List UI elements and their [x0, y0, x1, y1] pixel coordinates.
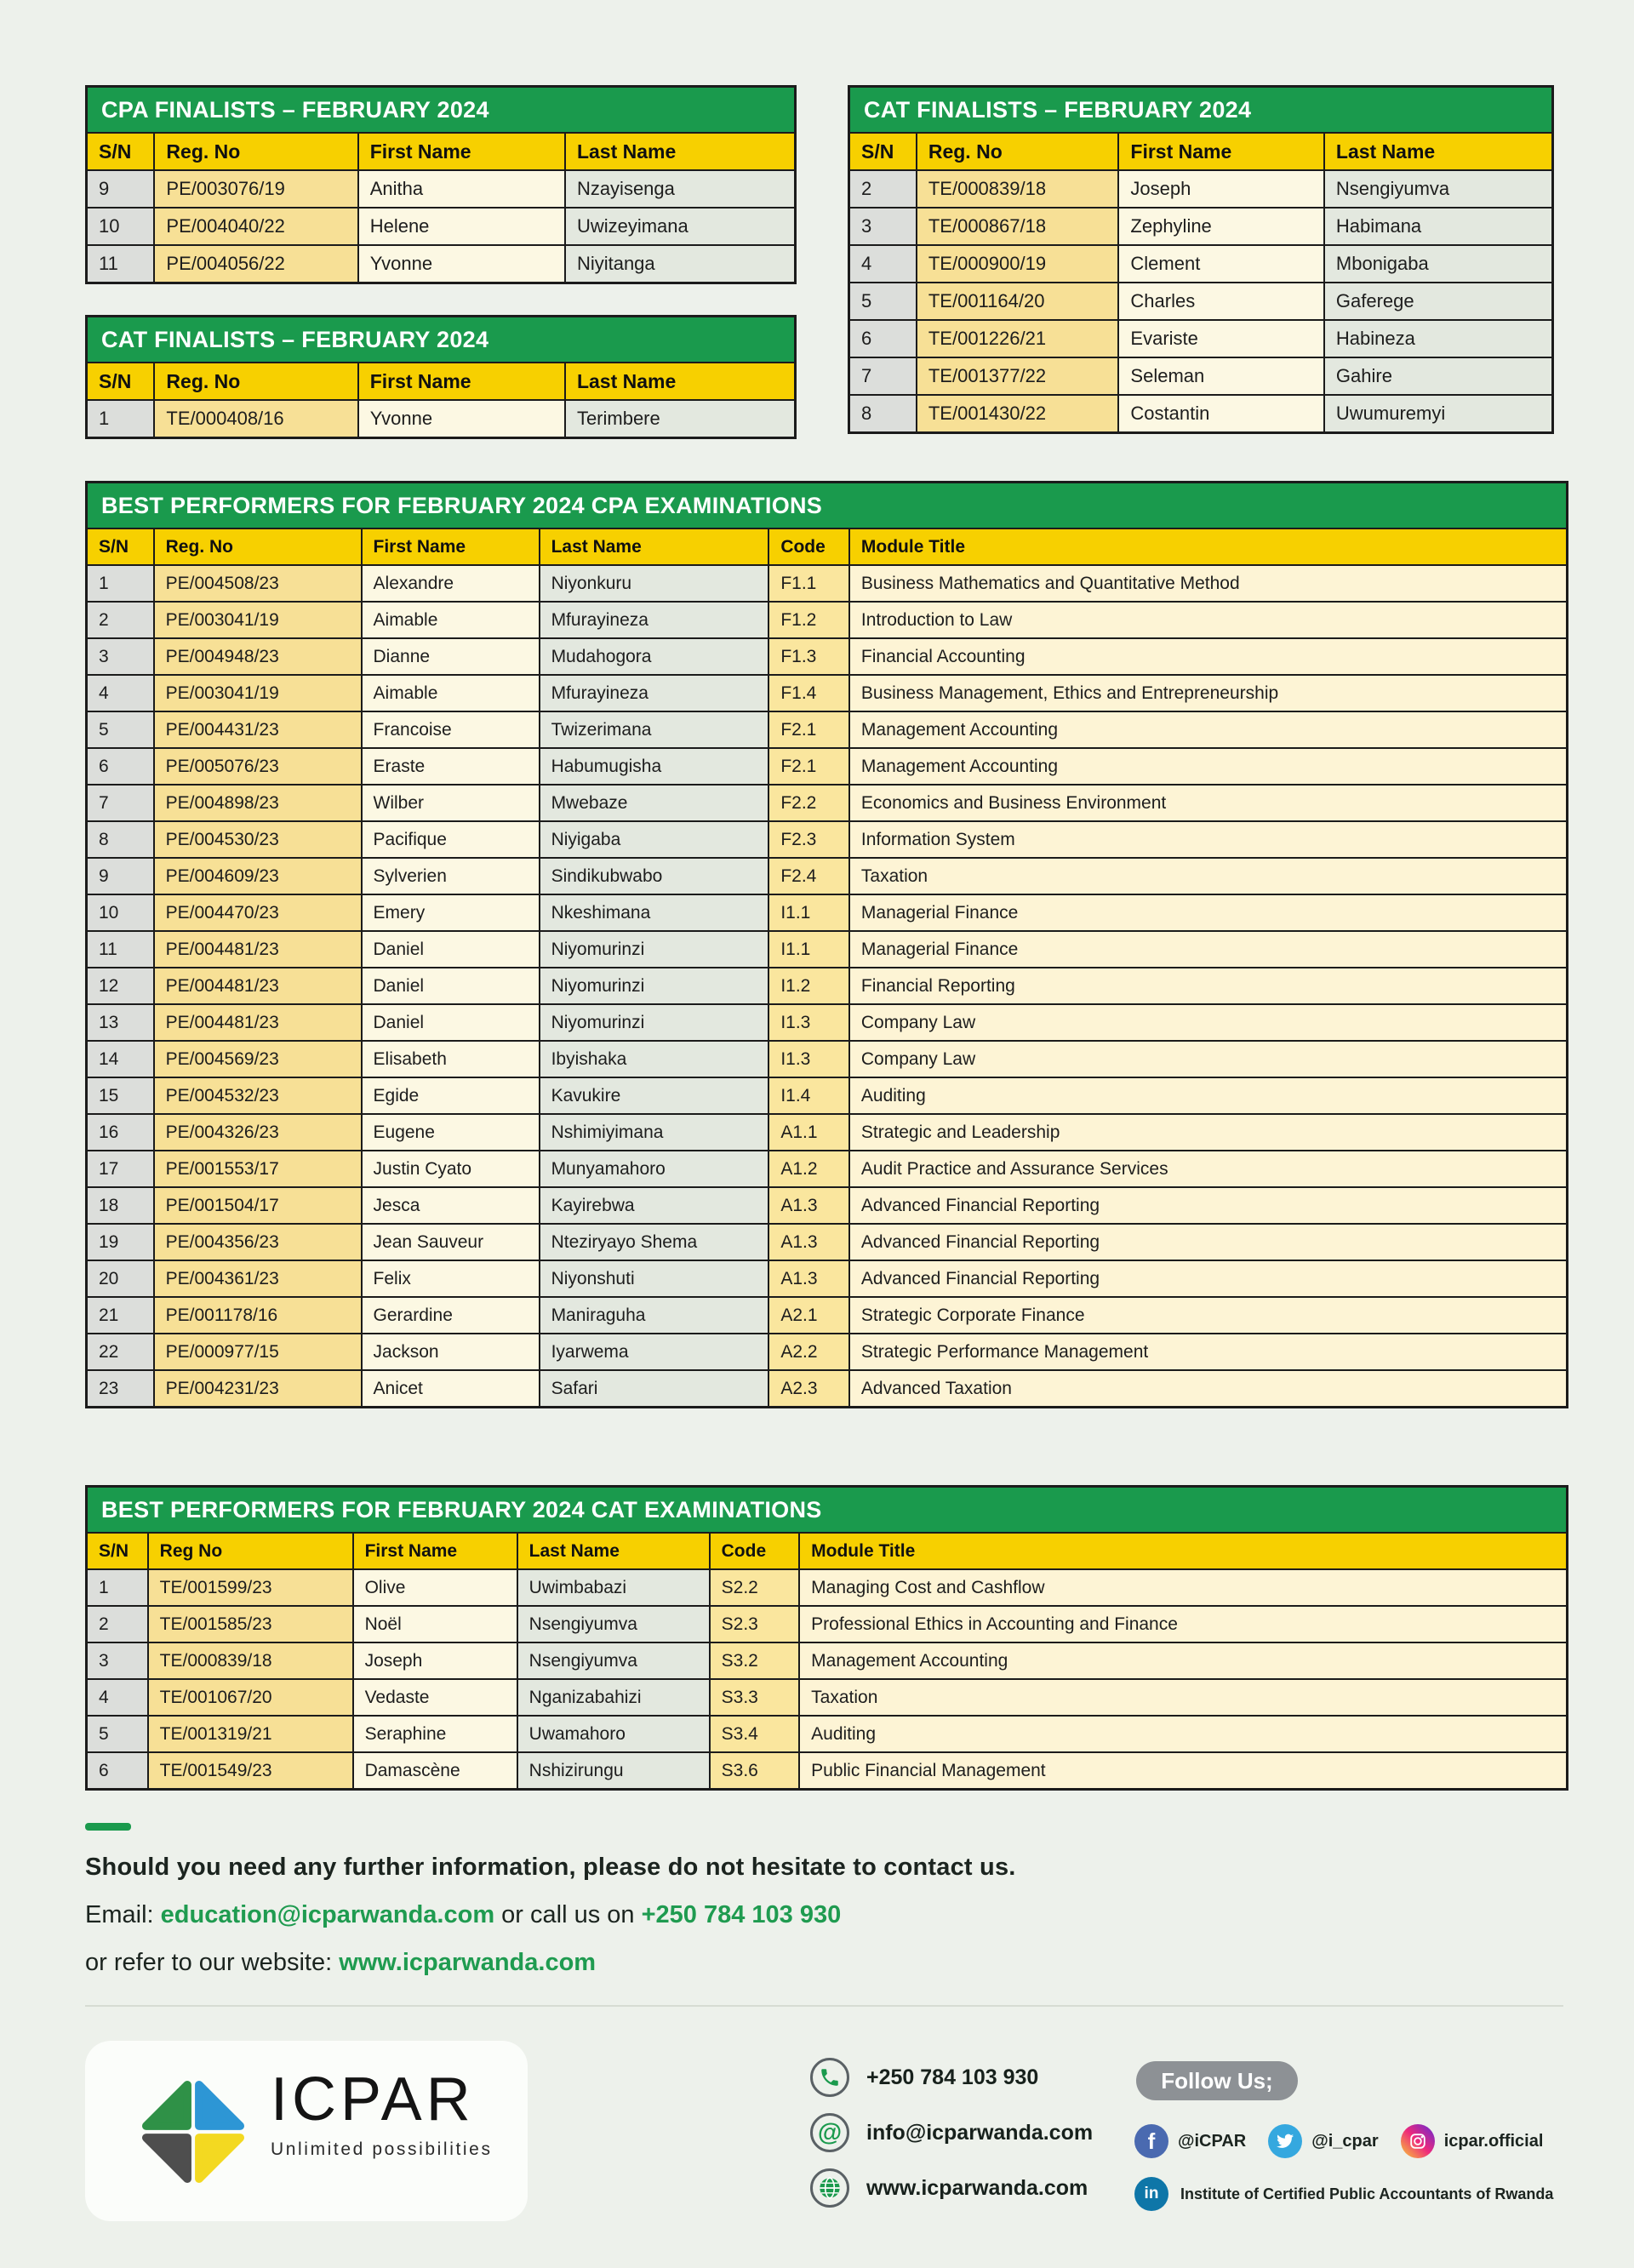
table-cell: Uwimbabazi	[518, 1570, 709, 1605]
footer-website-row	[810, 2168, 1093, 2208]
linkedin-row	[1134, 2177, 1553, 2211]
table-cell: Olive	[354, 1570, 517, 1605]
table-cell: I1.1	[769, 932, 848, 967]
table-cell: Terimbere	[566, 401, 794, 437]
table-cell: Strategic and Leadership	[850, 1115, 1566, 1150]
column-header: S/N	[88, 529, 153, 564]
at-icon	[810, 2113, 849, 2152]
footer-phone-row	[810, 2058, 1093, 2097]
table-cell: Aimable	[363, 603, 539, 637]
table-cell: Daniel	[363, 968, 539, 1003]
column-header: Last Name	[540, 529, 768, 564]
column-header: Reg. No	[917, 134, 1118, 169]
table-cell: Company Law	[850, 1042, 1566, 1077]
table-cell: PE/004508/23	[155, 566, 361, 601]
table-cell: 2	[850, 171, 916, 207]
twitter-handle: @i_cpar	[1311, 2131, 1379, 2151]
table-cell: Advanced Taxation	[850, 1371, 1566, 1406]
column-header: First Name	[1119, 134, 1323, 169]
table-cell: Noël	[354, 1607, 517, 1642]
social-links-row	[1134, 2124, 1543, 2158]
table-cell: Sindikubwabo	[540, 859, 768, 894]
footer-phone-number[interactable]: +250 784 103 930	[866, 2065, 1039, 2089]
table-cell: Eraste	[363, 749, 539, 784]
table-cell: F2.2	[769, 786, 848, 820]
logo-wordmark	[271, 2065, 493, 2160]
table-cell: Charles	[1119, 283, 1323, 319]
column-header: S/N	[850, 134, 916, 169]
logo-name: ICPAR	[271, 2065, 475, 2134]
table-cell: 16	[88, 1115, 153, 1150]
globe-icon	[810, 2168, 849, 2208]
table-cell: PE/004040/22	[155, 209, 357, 244]
facebook-handle: @iCPAR	[1178, 2131, 1247, 2151]
table-cell: A1.3	[769, 1188, 848, 1223]
table-cell: Wilber	[363, 786, 539, 820]
table-cell: PE/005076/23	[155, 749, 361, 784]
table-cell: Uwizeyimana	[566, 209, 794, 244]
table-cell: Information System	[850, 822, 1566, 857]
table-cell: A1.1	[769, 1115, 848, 1150]
table-grid	[88, 1532, 1566, 1788]
table-cell: 1	[88, 1570, 147, 1605]
cpa-finalists-table	[85, 85, 797, 284]
table-cell: Maniraguha	[540, 1298, 768, 1333]
contact-website-line	[85, 1949, 596, 1977]
column-header: Last Name	[566, 363, 794, 399]
table-cell: 12	[88, 968, 153, 1003]
table-cell: PE/004948/23	[155, 639, 361, 674]
table-cell: PE/004231/23	[155, 1371, 361, 1406]
column-header: First Name	[359, 363, 564, 399]
table-cell: S3.3	[711, 1680, 799, 1715]
contact-intro-text: Should you need any further information, please do not hesitate to contact us.	[85, 1854, 1016, 1881]
table-cell: TE/000839/18	[149, 1643, 352, 1678]
table-cell: A1.2	[769, 1151, 848, 1186]
table-cell: Mwebaze	[540, 786, 768, 820]
table-grid	[850, 132, 1551, 431]
footer-email-row	[810, 2113, 1093, 2152]
phone-link[interactable]: +250 784 103 930	[641, 1901, 842, 1928]
email-link[interactable]: education@icparwanda.com	[160, 1901, 495, 1928]
column-header: Reg. No	[155, 363, 357, 399]
table-cell: 14	[88, 1042, 153, 1077]
green-dash-accent	[85, 1823, 131, 1831]
table-cell: Joseph	[1119, 171, 1323, 207]
table-cell: 7	[88, 786, 153, 820]
column-header: First Name	[359, 134, 564, 169]
table-cell: Zephyline	[1119, 209, 1323, 244]
table-cell: Joseph	[354, 1643, 517, 1678]
phone-icon	[810, 2058, 849, 2097]
column-header: Module Title	[850, 529, 1566, 564]
column-header: Reg. No	[155, 529, 361, 564]
table-cell: PE/001178/16	[155, 1298, 361, 1333]
column-header: Last Name	[566, 134, 794, 169]
table-cell: I1.2	[769, 968, 848, 1003]
table-cell: 11	[88, 932, 153, 967]
table-cell: Vedaste	[354, 1680, 517, 1715]
column-header: S/N	[88, 363, 153, 399]
table-cell: S3.2	[711, 1643, 799, 1678]
table-cell: Kavukire	[540, 1078, 768, 1113]
instagram-link[interactable]	[1401, 2124, 1544, 2158]
table-cell: Gahire	[1325, 358, 1551, 394]
icpar-pinwheel-logo-icon	[134, 2073, 252, 2191]
table-cell: PE/004431/23	[155, 712, 361, 747]
table-cell: Mudahogora	[540, 639, 768, 674]
table-cell: 22	[88, 1334, 153, 1369]
table-cell: TE/001377/22	[917, 358, 1118, 394]
linkedin-name: Institute of Certified Public Accountants of Rwanda	[1180, 2185, 1554, 2202]
table-cell: Yvonne	[359, 246, 564, 282]
table-cell: 18	[88, 1188, 153, 1223]
table-cell: Yvonne	[359, 401, 564, 437]
table-cell: 8	[88, 822, 153, 857]
table-cell: Niyonkuru	[540, 566, 768, 601]
table-cell: F2.4	[769, 859, 848, 894]
table-cell: TE/001549/23	[149, 1753, 352, 1788]
table-cell: Nsengiyumva	[518, 1607, 709, 1642]
table-cell: Elisabeth	[363, 1042, 539, 1077]
table-cell: 10	[88, 895, 153, 930]
table-cell: Financial Accounting	[850, 639, 1566, 674]
call-us-text: or call us on	[494, 1901, 642, 1928]
table-cell: Seleman	[1119, 358, 1323, 394]
table-cell: Habumugisha	[540, 749, 768, 784]
website-link[interactable]: www.icparwanda.com	[339, 1949, 597, 1976]
table-title: BEST PERFORMERS FOR FEBRUARY 2024 CPA EXAMINATIONS	[88, 483, 1566, 528]
table-cell: PE/004326/23	[155, 1115, 361, 1150]
column-header: Reg No	[149, 1534, 352, 1568]
column-header: Module Title	[800, 1534, 1566, 1568]
table-cell: Gerardine	[363, 1298, 539, 1333]
table-cell: Audit Practice and Assurance Services	[850, 1151, 1566, 1186]
email-label: Email:	[85, 1901, 161, 1928]
table-cell: 9	[88, 859, 153, 894]
table-cell: I1.3	[769, 1005, 848, 1040]
table-cell: 6	[88, 1753, 147, 1788]
table-cell: Niyigaba	[540, 822, 768, 857]
table-cell: Niyitanga	[566, 246, 794, 282]
table-cell: 7	[850, 358, 916, 394]
table-cell: Management Accounting	[850, 712, 1566, 747]
column-header: Code	[711, 1534, 799, 1568]
table-cell: Managerial Finance	[850, 932, 1566, 967]
table-cell: Helene	[359, 209, 564, 244]
table-cell: Mfurayineza	[540, 676, 768, 711]
table-cell: 2	[88, 603, 153, 637]
logo-tagline: Unlimited possibilities	[271, 2139, 493, 2159]
table-cell: TE/001430/22	[917, 396, 1118, 431]
table-cell: F2.3	[769, 822, 848, 857]
table-cell: TE/001319/21	[149, 1717, 352, 1751]
table-cell: S2.3	[711, 1607, 799, 1642]
table-cell: TE/000408/16	[155, 401, 357, 437]
table-cell: Eugene	[363, 1115, 539, 1150]
table-cell: Auditing	[850, 1078, 1566, 1113]
table-cell: A2.1	[769, 1298, 848, 1333]
table-cell: S2.2	[711, 1570, 799, 1605]
table-cell: Uwamahoro	[518, 1717, 709, 1751]
cat-finalists-table-right	[848, 85, 1554, 434]
table-cell: PE/004361/23	[155, 1261, 361, 1296]
table-cell: Francoise	[363, 712, 539, 747]
table-cell: 1	[88, 566, 153, 601]
table-cell: I1.3	[769, 1042, 848, 1077]
table-cell: Nsengiyumva	[518, 1643, 709, 1678]
table-cell: TE/000900/19	[917, 246, 1118, 282]
table-cell: Nsengiyumva	[1325, 171, 1551, 207]
table-cell: 20	[88, 1261, 153, 1296]
table-cell: Economics and Business Environment	[850, 786, 1566, 820]
table-cell: Taxation	[850, 859, 1566, 894]
table-cell: Emery	[363, 895, 539, 930]
table-cell: Seraphine	[354, 1717, 517, 1751]
table-cell: Advanced Financial Reporting	[850, 1225, 1566, 1260]
table-cell: Anicet	[363, 1371, 539, 1406]
table-title: CPA FINALISTS – FEBRUARY 2024	[88, 88, 794, 132]
table-cell: Nganizabahizi	[518, 1680, 709, 1715]
table-grid	[88, 362, 794, 437]
table-cell: A2.2	[769, 1334, 848, 1369]
table-cell: PE/003041/19	[155, 676, 361, 711]
table-cell: 2	[88, 1607, 147, 1642]
horizontal-divider	[85, 2005, 1563, 2007]
table-cell: Niyomurinzi	[540, 968, 768, 1003]
table-cell: Daniel	[363, 1005, 539, 1040]
table-cell: 4	[88, 676, 153, 711]
table-cell: TE/001226/21	[917, 321, 1118, 357]
table-cell: Nteziryayo Shema	[540, 1225, 768, 1260]
table-cell: Costantin	[1119, 396, 1323, 431]
table-cell: 3	[850, 209, 916, 244]
table-cell: Managerial Finance	[850, 895, 1566, 930]
twitter-link[interactable]	[1268, 2124, 1378, 2158]
footer-contact-list	[810, 2058, 1093, 2208]
table-cell: 3	[88, 639, 153, 674]
table-cell: Nkeshimana	[540, 895, 768, 930]
table-cell: PE/004569/23	[155, 1042, 361, 1077]
table-cell: Niyonshuti	[540, 1261, 768, 1296]
table-cell: Habineza	[1325, 321, 1551, 357]
table-cell: 9	[88, 171, 153, 207]
table-cell: PE/004470/23	[155, 895, 361, 930]
table-cell: F1.3	[769, 639, 848, 674]
table-cell: Damascène	[354, 1753, 517, 1788]
table-cell: S3.6	[711, 1753, 799, 1788]
facebook-link[interactable]	[1134, 2124, 1246, 2158]
icpar-logo-card	[85, 2041, 528, 2221]
table-cell: 19	[88, 1225, 153, 1260]
table-cell: Aimable	[363, 676, 539, 711]
table-cell: Strategic Performance Management	[850, 1334, 1566, 1369]
table-grid	[88, 132, 794, 282]
table-cell: A2.3	[769, 1371, 848, 1406]
column-header: First Name	[363, 529, 539, 564]
table-cell: Safari	[540, 1371, 768, 1406]
table-cell: Strategic Corporate Finance	[850, 1298, 1566, 1333]
table-cell: 4	[88, 1680, 147, 1715]
table-cell: 5	[850, 283, 916, 319]
table-cell: Managing Cost and Cashflow	[800, 1570, 1566, 1605]
table-cell: PE/004609/23	[155, 859, 361, 894]
table-cell: Mbonigaba	[1325, 246, 1551, 282]
table-cell: 1	[88, 401, 153, 437]
table-cell: Pacifique	[363, 822, 539, 857]
table-cell: 3	[88, 1643, 147, 1678]
table-cell: TE/000839/18	[917, 171, 1118, 207]
table-cell: 6	[88, 749, 153, 784]
table-cell: Nshizirungu	[518, 1753, 709, 1788]
table-cell: 5	[88, 1717, 147, 1751]
table-cell: Egide	[363, 1078, 539, 1113]
table-cell: Auditing	[800, 1717, 1566, 1751]
table-cell: Iyarwema	[540, 1334, 768, 1369]
linkedin-icon[interactable]: in	[1134, 2177, 1168, 2211]
table-cell: Jean Sauveur	[363, 1225, 539, 1260]
website-label: or refer to our website:	[85, 1949, 340, 1976]
table-cell: Advanced Financial Reporting	[850, 1188, 1566, 1223]
table-cell: Munyamahoro	[540, 1151, 768, 1186]
cpa-best-performers-table	[85, 481, 1568, 1408]
follow-us-badge: Follow Us;	[1136, 2061, 1298, 2100]
table-cell: F1.2	[769, 603, 848, 637]
table-cell: Management Accounting	[850, 749, 1566, 784]
instagram-handle: icpar.official	[1443, 2131, 1544, 2151]
table-cell: 8	[850, 396, 916, 431]
table-cell: PE/001504/17	[155, 1188, 361, 1223]
table-cell: Company Law	[850, 1005, 1566, 1040]
at-glyph: @	[817, 2118, 843, 2146]
table-cell: PE/004481/23	[155, 932, 361, 967]
table-cell: 5	[88, 712, 153, 747]
table-cell: PE/004356/23	[155, 1225, 361, 1260]
column-header: Reg. No	[155, 134, 357, 169]
table-cell: Management Accounting	[800, 1643, 1566, 1678]
table-cell: Sylverien	[363, 859, 539, 894]
table-cell: PE/004481/23	[155, 1005, 361, 1040]
table-title: BEST PERFORMERS FOR FEBRUARY 2024 CAT EXAMINATIONS	[88, 1488, 1566, 1532]
table-cell: Business Mathematics and Quantitative Method	[850, 566, 1566, 601]
table-cell: Daniel	[363, 932, 539, 967]
instagram-icon	[1401, 2124, 1435, 2158]
table-cell: Clement	[1119, 246, 1323, 282]
table-cell: F2.1	[769, 712, 848, 747]
table-cell: A1.3	[769, 1225, 848, 1260]
table-cell: Dianne	[363, 639, 539, 674]
table-cell: TE/001067/20	[149, 1680, 352, 1715]
table-cell: Uwumuremyi	[1325, 396, 1551, 431]
table-cell: Taxation	[800, 1680, 1566, 1715]
facebook-icon: f	[1134, 2124, 1168, 2158]
table-cell: Justin Cyato	[363, 1151, 539, 1186]
table-cell: 23	[88, 1371, 153, 1406]
table-cell: Financial Reporting	[850, 968, 1566, 1003]
table-cell: TE/001164/20	[917, 283, 1118, 319]
table-cell: PE/004530/23	[155, 822, 361, 857]
table-cell: Mfurayineza	[540, 603, 768, 637]
table-cell: Nshimiyimana	[540, 1115, 768, 1150]
table-cell: TE/001585/23	[149, 1607, 352, 1642]
table-cell: Kayirebwa	[540, 1188, 768, 1223]
column-header: S/N	[88, 1534, 147, 1568]
table-cell: TE/000867/18	[917, 209, 1118, 244]
footer-website-url[interactable]: www.icparwanda.com	[866, 2175, 1088, 2200]
table-cell: Advanced Financial Reporting	[850, 1261, 1566, 1296]
footer-email-address[interactable]: info@icparwanda.com	[866, 2120, 1094, 2145]
table-cell: Professional Ethics in Accounting and Finance	[800, 1607, 1566, 1642]
twitter-icon	[1268, 2124, 1302, 2158]
table-cell: S3.4	[711, 1717, 799, 1751]
cat-best-performers-table	[85, 1485, 1568, 1791]
table-cell: I1.4	[769, 1078, 848, 1113]
table-cell: PE/000977/15	[155, 1334, 361, 1369]
table-cell: Public Financial Management	[800, 1753, 1566, 1788]
table-cell: Habimana	[1325, 209, 1551, 244]
column-header: Code	[769, 529, 848, 564]
table-cell: Business Management, Ethics and Entrepreneurship	[850, 676, 1566, 711]
column-header: First Name	[354, 1534, 517, 1568]
table-cell: F2.1	[769, 749, 848, 784]
table-cell: Ibyishaka	[540, 1042, 768, 1077]
table-cell: Niyomurinzi	[540, 932, 768, 967]
table-cell: 10	[88, 209, 153, 244]
table-cell: Jesca	[363, 1188, 539, 1223]
table-cell: PE/004898/23	[155, 786, 361, 820]
table-cell: 4	[850, 246, 916, 282]
table-cell: Anitha	[359, 171, 564, 207]
table-cell: Gaferege	[1325, 283, 1551, 319]
table-cell: 13	[88, 1005, 153, 1040]
table-cell: Felix	[363, 1261, 539, 1296]
table-cell: Niyomurinzi	[540, 1005, 768, 1040]
table-cell: 21	[88, 1298, 153, 1333]
table-cell: Evariste	[1119, 321, 1323, 357]
table-cell: Introduction to Law	[850, 603, 1566, 637]
table-cell: PE/004532/23	[155, 1078, 361, 1113]
table-cell: Jackson	[363, 1334, 539, 1369]
table-cell: Alexandre	[363, 566, 539, 601]
table-cell: A1.3	[769, 1261, 848, 1296]
table-cell: 17	[88, 1151, 153, 1186]
table-cell: 15	[88, 1078, 153, 1113]
table-title: CAT FINALISTS – FEBRUARY 2024	[850, 88, 1551, 132]
column-header: Last Name	[518, 1534, 709, 1568]
table-cell: PE/003076/19	[155, 171, 357, 207]
table-cell: F1.4	[769, 676, 848, 711]
table-cell: 6	[850, 321, 916, 357]
table-cell: I1.1	[769, 895, 848, 930]
table-grid	[88, 528, 1566, 1406]
table-cell: PE/003041/19	[155, 603, 361, 637]
column-header: Last Name	[1325, 134, 1551, 169]
table-cell: PE/004056/22	[155, 246, 357, 282]
cat-finalists-table-left	[85, 315, 797, 439]
table-cell: PE/001553/17	[155, 1151, 361, 1186]
table-cell: Twizerimana	[540, 712, 768, 747]
column-header: S/N	[88, 134, 153, 169]
contact-email-line	[85, 1901, 841, 1929]
table-cell: PE/004481/23	[155, 968, 361, 1003]
table-cell: TE/001599/23	[149, 1570, 352, 1605]
table-title: CAT FINALISTS – FEBRUARY 2024	[88, 317, 794, 362]
table-cell: Nzayisenga	[566, 171, 794, 207]
table-cell: 11	[88, 246, 153, 282]
table-cell: F1.1	[769, 566, 848, 601]
